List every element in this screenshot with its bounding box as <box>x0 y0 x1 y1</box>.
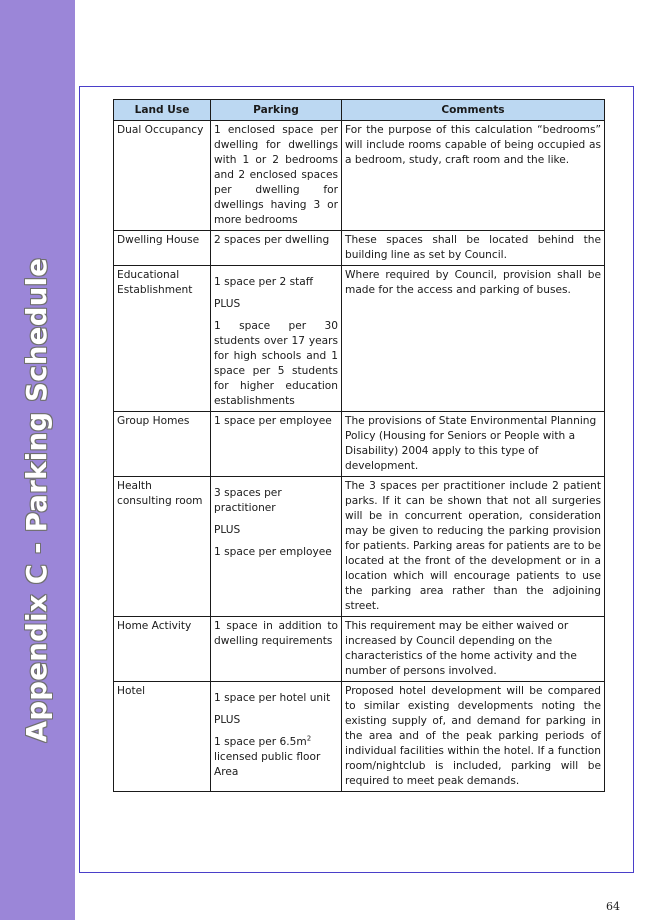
parking-plus: PLUS <box>214 298 241 310</box>
header-parking: Parking <box>211 100 342 121</box>
land-use-cell: Dwelling House <box>114 231 211 266</box>
parking-cell <box>211 266 342 412</box>
parking-plus: PLUS <box>214 714 241 726</box>
comments-cell: The provisions of State Environmental Planning Policy (Housing for Seniors or People with a Disability) 2004 apply to this type of development. <box>342 412 605 477</box>
parking-text: 1 space per 30 students over 17 years for high schools and 1 space per 5 students for higher education establishments <box>214 320 338 407</box>
parking-cell <box>211 477 342 617</box>
table-row <box>114 682 605 792</box>
comments-cell: This requirement may be either waived or increased by Council depending on the characteristics of the home activity and the number of persons involved. <box>342 617 605 682</box>
parking-text: 1 space in addition to dwelling requirements <box>214 620 338 647</box>
comments-cell: The 3 spaces per practitioner include 2 patient parks. If it can be shown that not all surgeries will be in concurrent operation, consideration may be given to reducing the parking provision for patients. Parking areas for patients are to be located at the front of the development or in a location which will encourage patients to use the parking area rather than the adjoining street. <box>342 477 605 617</box>
parking-cell <box>211 121 342 231</box>
appendix-title: Appendix C - Parking Schedule <box>21 257 53 743</box>
land-use-cell: Home Activity <box>114 617 211 682</box>
parking-rate-text: 1 space per 6.5m <box>214 736 307 748</box>
parking-schedule-table <box>113 99 605 792</box>
table-row <box>114 121 605 231</box>
table-row <box>114 266 605 412</box>
parking-text: 1 space per hotel unit <box>214 692 331 704</box>
parking-cell <box>211 231 342 266</box>
land-use-cell: Health consulting room <box>114 477 211 617</box>
parking-cell <box>211 412 342 477</box>
comments-cell: These spaces shall be located behind the building line as set by Council. <box>342 231 605 266</box>
table-header-row <box>114 100 605 121</box>
parking-rate-suffix: licensed public floor Area <box>214 751 321 778</box>
table-row <box>114 412 605 477</box>
land-use-cell: Dual Occupancy <box>114 121 211 231</box>
header-comments: Comments <box>342 100 605 121</box>
sidebar-band <box>0 0 75 920</box>
parking-text: 1 enclosed space per dwelling for dwellings with 1 or 2 bedrooms and 2 enclosed spaces per dwelling for dwellings having 3 or more bedrooms <box>214 124 338 226</box>
comments-cell: Proposed hotel development will be compared to similar existing developments noting the existing supply of, and demand for parking in the area and of the peak parking periods of individual facilities within the hotel. If a function room/nightclub is included, parking will be required to meet peak demands. <box>342 682 605 792</box>
parking-text: 2 spaces per dwelling <box>214 234 330 246</box>
parking-plus: PLUS <box>214 524 241 536</box>
squared-superscript: 2 <box>306 734 312 743</box>
parking-text: 1 space per employee <box>214 546 332 558</box>
parking-text: 1 space per 2 staff <box>214 276 314 288</box>
comments-cell: Where required by Council, provision shall be made for the access and parking of buses. <box>342 266 605 412</box>
comments-cell: For the purpose of this calculation “bedrooms” will include rooms capable of being occupied as a bedroom, study, craft room and the like. <box>342 121 605 231</box>
parking-cell <box>211 617 342 682</box>
parking-text: 3 spaces per practitioner <box>214 487 282 514</box>
page-number: 64 <box>606 900 620 913</box>
parking-text: 1 space per employee <box>214 415 332 427</box>
land-use-cell: Group Homes <box>114 412 211 477</box>
header-land-use: Land Use <box>114 100 211 121</box>
land-use-cell: Hotel <box>114 682 211 792</box>
table-row <box>114 617 605 682</box>
land-use-cell: Educational Establishment <box>114 266 211 412</box>
table-row <box>114 477 605 617</box>
table-row <box>114 231 605 266</box>
parking-cell <box>211 682 342 792</box>
parking-text <box>214 735 338 780</box>
